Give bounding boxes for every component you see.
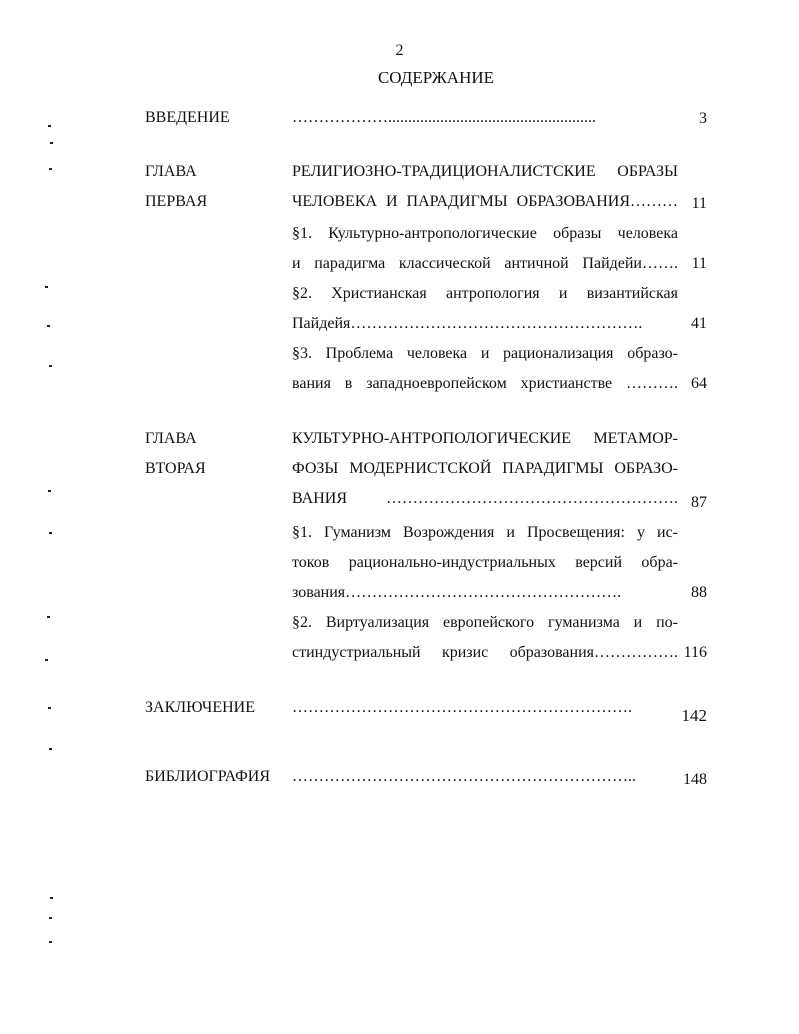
- page-number: 2: [395, 42, 404, 59]
- toc-ch1-s3-line2: вания в западноевропейском христианстве ……….: [292, 375, 678, 392]
- toc-ch1-s1-page: 11: [691, 255, 707, 272]
- scan-speck: [50, 142, 53, 144]
- toc-ch2-title-line2: ФОЗЫ МОДЕРНИСТСКОЙ ПАРАДИГМЫ ОБРАЗО-: [292, 460, 678, 477]
- page-title: СОДЕРЖАНИЕ: [377, 68, 495, 87]
- toc-bibliography-page: 148: [683, 771, 707, 788]
- toc-ch2-s2-page: 116: [683, 644, 707, 661]
- toc-ch2-label-line2: ВТОРАЯ: [145, 460, 206, 477]
- toc-bibliography-leader: ………………………………………………………..: [292, 768, 636, 785]
- toc-ch1-label-line1: ГЛАВА: [145, 163, 197, 180]
- toc-ch2-s1-line2: токов рационально-индустриальных версий обра-: [292, 554, 678, 571]
- scan-speck: [49, 748, 52, 750]
- toc-ch1-s2-line1: §2. Христианская антропология и византийская: [292, 285, 678, 302]
- toc-ch2-s2-line2: стиндустриальный кризис образования…………….: [292, 644, 678, 661]
- toc-ch2-label-line1: ГЛАВА: [145, 430, 197, 447]
- toc-ch1-s1-line1: §1. Культурно-антропологические образы человека: [292, 225, 678, 242]
- toc-conclusion-label: ЗАКЛЮЧЕНИЕ: [145, 699, 255, 716]
- toc-ch2-s2-line1: §2. Виртуализация европейского гуманизма и по-: [292, 614, 678, 631]
- toc-intro-label: ВВЕДЕНИЕ: [145, 109, 230, 126]
- toc-ch2-s1-line3: зования…………………………………………….: [292, 584, 622, 601]
- toc-ch1-s2-line2: Пайдейя……………………………………………….: [292, 315, 643, 332]
- toc-intro-leader: ………………....................................................: [292, 109, 596, 126]
- toc-conclusion-leader: ……………………………………………………….: [292, 699, 632, 716]
- toc-ch2-s1-line1: §1. Гуманизм Возрождения и Просвещения: у ис-: [292, 524, 678, 541]
- scan-speck: [49, 168, 52, 170]
- toc-ch1-page: 11: [691, 195, 707, 212]
- toc-ch1-title-line1: РЕЛИГИОЗНО-ТРАДИЦИОНАЛИСТСКИЕ ОБРАЗЫ: [292, 163, 678, 180]
- scan-speck: [48, 707, 51, 709]
- toc-ch2-s1-page: 88: [691, 584, 707, 601]
- toc-ch2-title-line1: КУЛЬТУРНО-АНТРОПОЛОГИЧЕСКИЕ МЕТАМОР-: [292, 430, 678, 447]
- toc-intro-page: 3: [699, 110, 707, 127]
- toc-ch1-s3-page: 64: [691, 375, 707, 392]
- scan-speck: [48, 125, 51, 127]
- scan-speck: [49, 365, 52, 367]
- toc-ch1-s1-line2: и парадигма классической античной Пайдейи…….: [292, 255, 678, 272]
- scan-speck: [48, 490, 51, 492]
- scan-speck: [49, 532, 52, 534]
- scan-speck: [49, 941, 52, 943]
- scan-speck: [47, 616, 50, 618]
- toc-ch1-s2-page: 41: [691, 315, 707, 332]
- toc-ch2-page: 87: [691, 494, 707, 511]
- scan-speck: [47, 325, 50, 327]
- toc-bibliography-label: БИБЛИОГРАФИЯ: [145, 768, 271, 785]
- scan-speck: [45, 659, 48, 661]
- scan-speck: [45, 286, 48, 288]
- toc-ch1-s3-line1: §3. Проблема человека и рационализация образо-: [292, 345, 678, 362]
- toc-ch2-title-line3: ВАНИЯ ……………………………………………….: [292, 490, 678, 507]
- toc-ch1-label-line2: ПЕРВАЯ: [145, 193, 208, 210]
- scan-speck: [50, 897, 53, 899]
- scan-speck: [49, 917, 52, 919]
- toc-conclusion-page: 142: [681, 706, 707, 725]
- toc-ch1-title-line2: ЧЕЛОВЕКА И ПАРАДИГМЫ ОБРАЗОВАНИЯ………: [292, 193, 678, 210]
